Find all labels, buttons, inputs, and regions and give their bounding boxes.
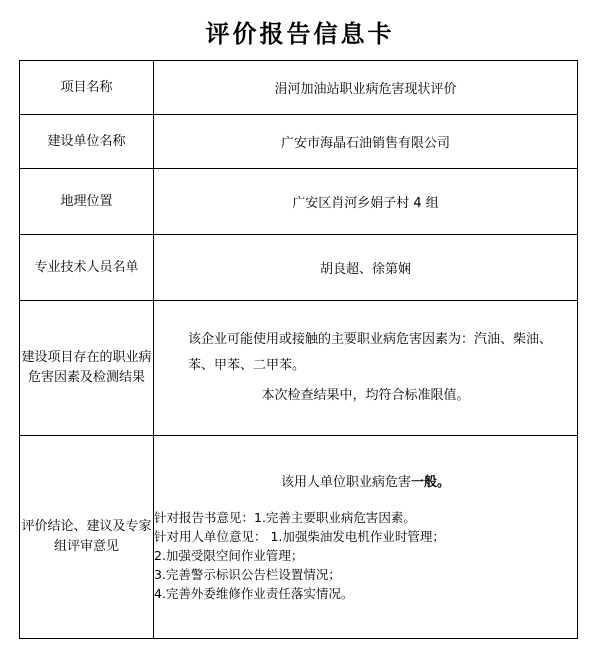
table-row-hazards (20, 301, 578, 436)
project-name-value: 涓河加油站职业病危害现状评价 (154, 61, 578, 115)
info-card-table (19, 60, 578, 639)
evaluation-line: 4.完善外委维修作业责任落实情况。 (154, 586, 354, 601)
table-row-location (20, 169, 578, 235)
table-row-evaluation (20, 436, 578, 639)
hazards-text: 该企业可能使用或接触的主要职业病危害因素为：汽油、柴油、苯、甲苯、二甲苯。 (188, 332, 553, 373)
evaluation-conclusion (154, 471, 577, 490)
unit-label: 建设单位名称 (20, 115, 154, 169)
table-row-staff (20, 235, 578, 301)
conclusion-level: 一般。 (411, 475, 451, 490)
staff-label: 专业技术人员名单 (20, 235, 154, 301)
conclusion-prefix: 该用人单位职业病危害 (280, 475, 411, 490)
hazards-cell (154, 301, 578, 436)
table-row-unit (20, 115, 578, 169)
location-value: 广安区肖河乡娟子村 4 组 (154, 169, 578, 235)
location-label: 地理位置 (20, 169, 154, 235)
evaluation-cell (154, 436, 578, 639)
hazards-result: 本次检查结果中，均符合标准限值。 (261, 388, 470, 403)
hazards-label: 建设项目存在的职业病危害因素及检测结果 (20, 301, 154, 436)
evaluation-line: 针对报告书意见：1.完善主要职业病危害因素。 (154, 510, 416, 525)
evaluation-label: 评价结论、建议及专家组评审意见 (20, 436, 154, 639)
unit-value: 广安市海晶石油销售有限公司 (154, 115, 578, 169)
staff-value: 胡良超、徐第娴 (154, 235, 578, 301)
evaluation-line: 3.完善警示标识公告栏设置情况； (154, 567, 341, 582)
table-row-project-name (20, 61, 578, 115)
project-name-label: 项目名称 (20, 61, 154, 115)
evaluation-line: 针对用人单位意见： 1.加强柴油发电机作业时管理； (154, 529, 445, 544)
page-title: 评价报告信息卡 (205, 19, 395, 48)
evaluation-line: 2.加强受限空间作业管理； (154, 548, 304, 563)
